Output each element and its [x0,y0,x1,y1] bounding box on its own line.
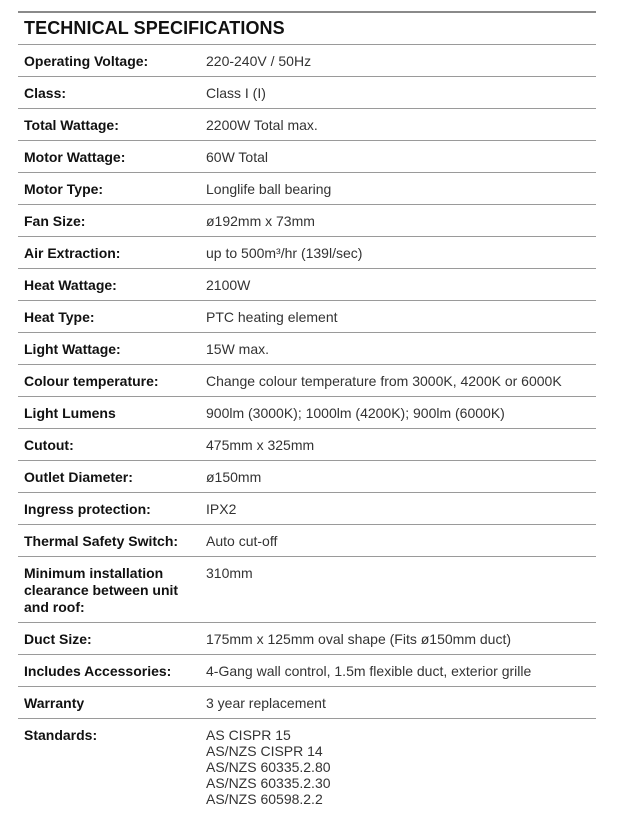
spec-value: Auto cut-off [206,533,278,549]
spec-value: 175mm x 125mm oval shape (Fits ø150mm duct) [206,631,511,647]
spec-label: Minimum installation clearance between unit and roof: [24,565,179,615]
spec-value: 220-240V / 50Hz [206,53,312,69]
spec-row-motor-type [18,173,596,205]
standard-item: AS/NZS 60335.2.80 [206,759,331,775]
spec-value: 2100W [206,277,251,293]
spec-value: up to 500m³/hr (139l/sec) [206,245,363,261]
spec-row-thermal-safety-switch [18,525,596,557]
title-bar [18,11,596,45]
spec-value: Change colour temperature from 3000K, 4200K or 6000K [206,373,562,389]
spec-row-minimum-clearance [18,557,596,623]
spec-value: 310mm [206,565,253,581]
spec-table [18,45,596,813]
spec-row-standards [18,719,596,813]
spec-row-motor-wattage [18,141,596,173]
spec-label: Light Lumens [24,405,116,421]
spec-row-class [18,77,596,109]
spec-row-warranty [18,687,596,719]
spec-row-colour-temperature [18,365,596,397]
spec-row-heat-type [18,301,596,333]
spec-value: ø150mm [206,469,262,485]
spec-value: PTC heating element [206,309,338,325]
spec-label: Total Wattage: [24,117,119,133]
spec-row-heat-wattage [18,269,596,301]
spec-label: Fan Size: [24,213,86,229]
spec-label: Colour temperature: [24,373,159,389]
spec-value: 475mm x 325mm [206,437,315,453]
spec-value: 60W Total [206,149,268,165]
spec-value: 2200W Total max. [206,117,318,133]
spec-row-cutout [18,429,596,461]
spec-value: 4-Gang wall control, 1.5m flexible duct, exterior grille [206,663,532,679]
spec-row-total-wattage [18,109,596,141]
spec-label: Outlet Diameter: [24,469,133,485]
spec-label: Thermal Safety Switch: [24,533,179,549]
spec-value: IPX2 [206,501,237,517]
spec-row-light-lumens [18,397,596,429]
spec-row-includes-accessories [18,655,596,687]
spec-label: Duct Size: [24,631,92,647]
spec-label: Warranty [24,695,85,711]
standards-list [200,727,596,807]
spec-row-duct-size [18,623,596,655]
spec-label: Light Wattage: [24,341,121,357]
standard-item: AS CISPR 15 [206,727,291,743]
standard-item: AS/NZS 60335.2.30 [206,775,331,791]
spec-row-operating-voltage [18,45,596,77]
spec-row-ingress-protection [18,493,596,525]
standard-item: AS/NZS CISPR 14 [206,743,323,759]
spec-label: Air Extraction: [24,245,121,261]
spec-label: Includes Accessories: [24,663,172,679]
spec-row-fan-size [18,205,596,237]
spec-value: ø192mm x 73mm [206,213,315,229]
spec-value: 15W max. [206,341,270,357]
spec-value: 900lm (3000K); 1000lm (4200K); 900lm (6000K) [206,405,505,421]
spec-label: Operating Voltage: [24,53,149,69]
spec-label: Ingress protection: [24,501,151,517]
spec-label: Motor Wattage: [24,149,126,165]
spec-sheet [18,11,596,813]
spec-value: Class I (I) [206,85,266,101]
spec-label: Class: [24,85,67,101]
spec-label: Cutout: [24,437,74,453]
spec-label: Heat Type: [24,309,95,325]
spec-label: Motor Type: [24,181,104,197]
page-title: TECHNICAL SPECIFICATIONS [24,18,285,38]
standard-item: AS/NZS 60598.2.2 [206,791,323,807]
spec-row-outlet-diameter [18,461,596,493]
spec-row-light-wattage [18,333,596,365]
spec-label: Heat Wattage: [24,277,117,293]
spec-value: Longlife ball bearing [206,181,332,197]
spec-label: Standards: [24,727,98,743]
spec-value: 3 year replacement [206,695,326,711]
spec-row-air-extraction [18,237,596,269]
